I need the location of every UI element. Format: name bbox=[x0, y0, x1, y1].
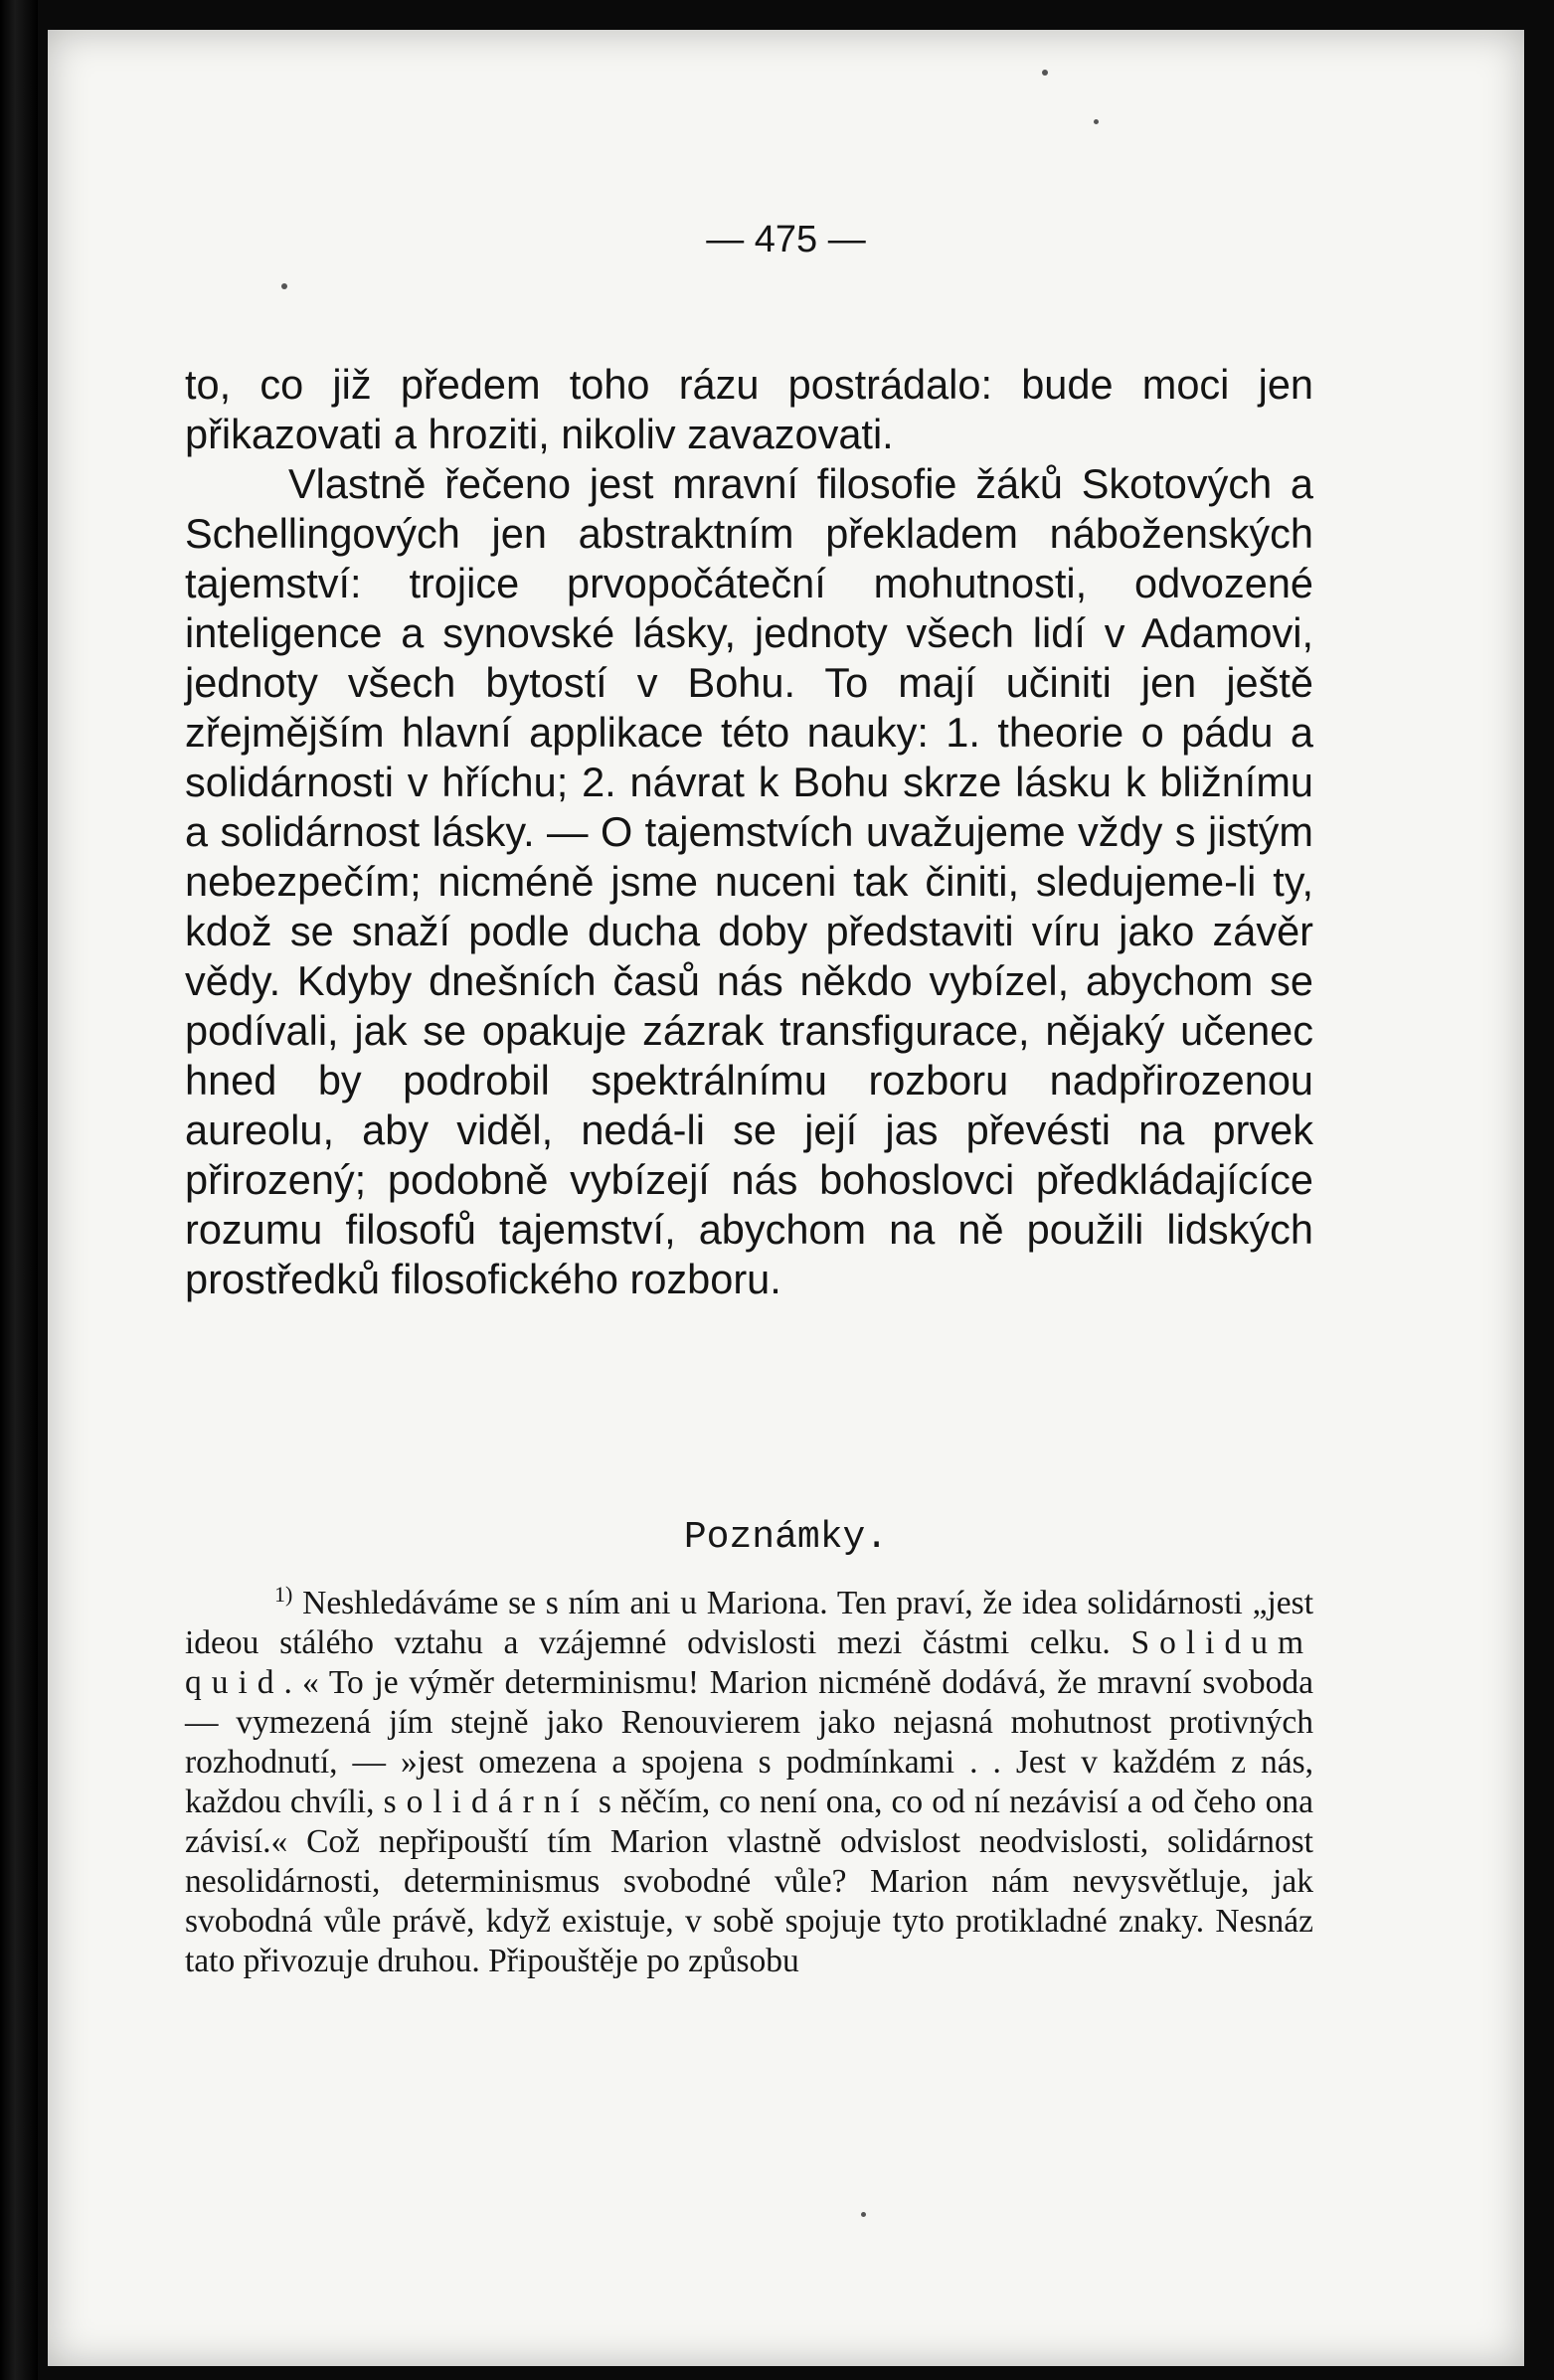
scan-speck bbox=[281, 283, 287, 289]
scan-speck bbox=[861, 2212, 866, 2217]
footnote-text-3: s něčím, co není ona, co od ní nezávisí a od čeho ona závisí.« Což nepřipouští tím Marion vlastně odvislost neodvislosti, solidárnost nesolidárnosti, determinismus svobodné vůle? Marion nám nevysvětluje, jak svobodná vůle právě, když existuje, v sobě spojuje tyto protikladné znaky. Nesnáz tato přivozuje druhou. Připouštěje po způsobu bbox=[185, 1784, 1314, 1979]
scan-speck bbox=[1094, 119, 1099, 124]
scan-speck bbox=[1042, 70, 1048, 76]
page-number: — 475 — bbox=[706, 219, 866, 260]
footnote-text-2: « To je výměr determinismu! Marion nicméně dodává, že mravní svoboda — vymezená jím stejně jako Renouvierem jako nejasná mohutnost protivných rozhodnutí, — »jest omezena a spojena s podmínkami . . Jest v každém z nás, každou chvíli, bbox=[185, 1664, 1313, 1820]
footnote-text-1: Neshledáváme se s ním ani u Mariona. Ten praví, že idea solidárnosti „jest ideou stálého vztahu a vzájemné odvislosti mezi částmi celku. bbox=[185, 1585, 1313, 1661]
paragraph-1: to, co již předem toho rázu postrádalo: bude moci jen přikazovati a hroziti, nikoliv zavazovati. bbox=[185, 361, 1313, 457]
paragraph-2: Vlastně řečeno jest mravní filosofie žáků Skotových a Schellingových jen abstraktním překladem náboženských tajemství: trojice prvopočáteční mohutnosti, odvozené inteligence a synovské lásky, jednoty všech lidí v Adamovi, jednoty všech bytostí v Bohu. To mají učiniti jen ještě zřejmějším hlavní applikace této nauky: 1. theorie o pádu a solidárnosti v hříchu; 2. návrat k Bohu skrze lásku k bližnímu a solidárnost lásky. — O tajemstvích uvažujeme vždy s jistým nebezpečím; nicméně jsme nuceni tak činiti, sledujeme-li ty, kdož se snaží podle ducha doby představiti víru jako závěr vědy. Kdyby dnešních časů nás někdo vybízel, abychom se podívali, jak se opakuje zázrak transfigurace, nějaký učenec hned by podrobil spektrálnímu rozboru nadpřirozenou aureolu, aby viděl, nedá-li se její jas převésti na prvek přirozený; podobně vybízejí nás bohoslovci předkládajícíce rozumu filosofů tajemství, abychom na ně použili lidských prostředků filosofického rozboru. bbox=[185, 460, 1313, 1302]
notes-heading: Poznámky. bbox=[683, 1516, 889, 1559]
book-spine-edge bbox=[0, 0, 38, 2380]
book-page bbox=[48, 30, 1524, 2366]
footnote-spaced-quote: Solidum quid. bbox=[185, 1624, 1314, 1701]
main-text bbox=[185, 360, 1313, 1304]
footnote-marker: 1) bbox=[274, 1581, 293, 1607]
footnote-paragraph bbox=[185, 1581, 1314, 1981]
footnote-1 bbox=[185, 1581, 1314, 1981]
footnote-spaced-word: solidární bbox=[383, 1784, 590, 1820]
